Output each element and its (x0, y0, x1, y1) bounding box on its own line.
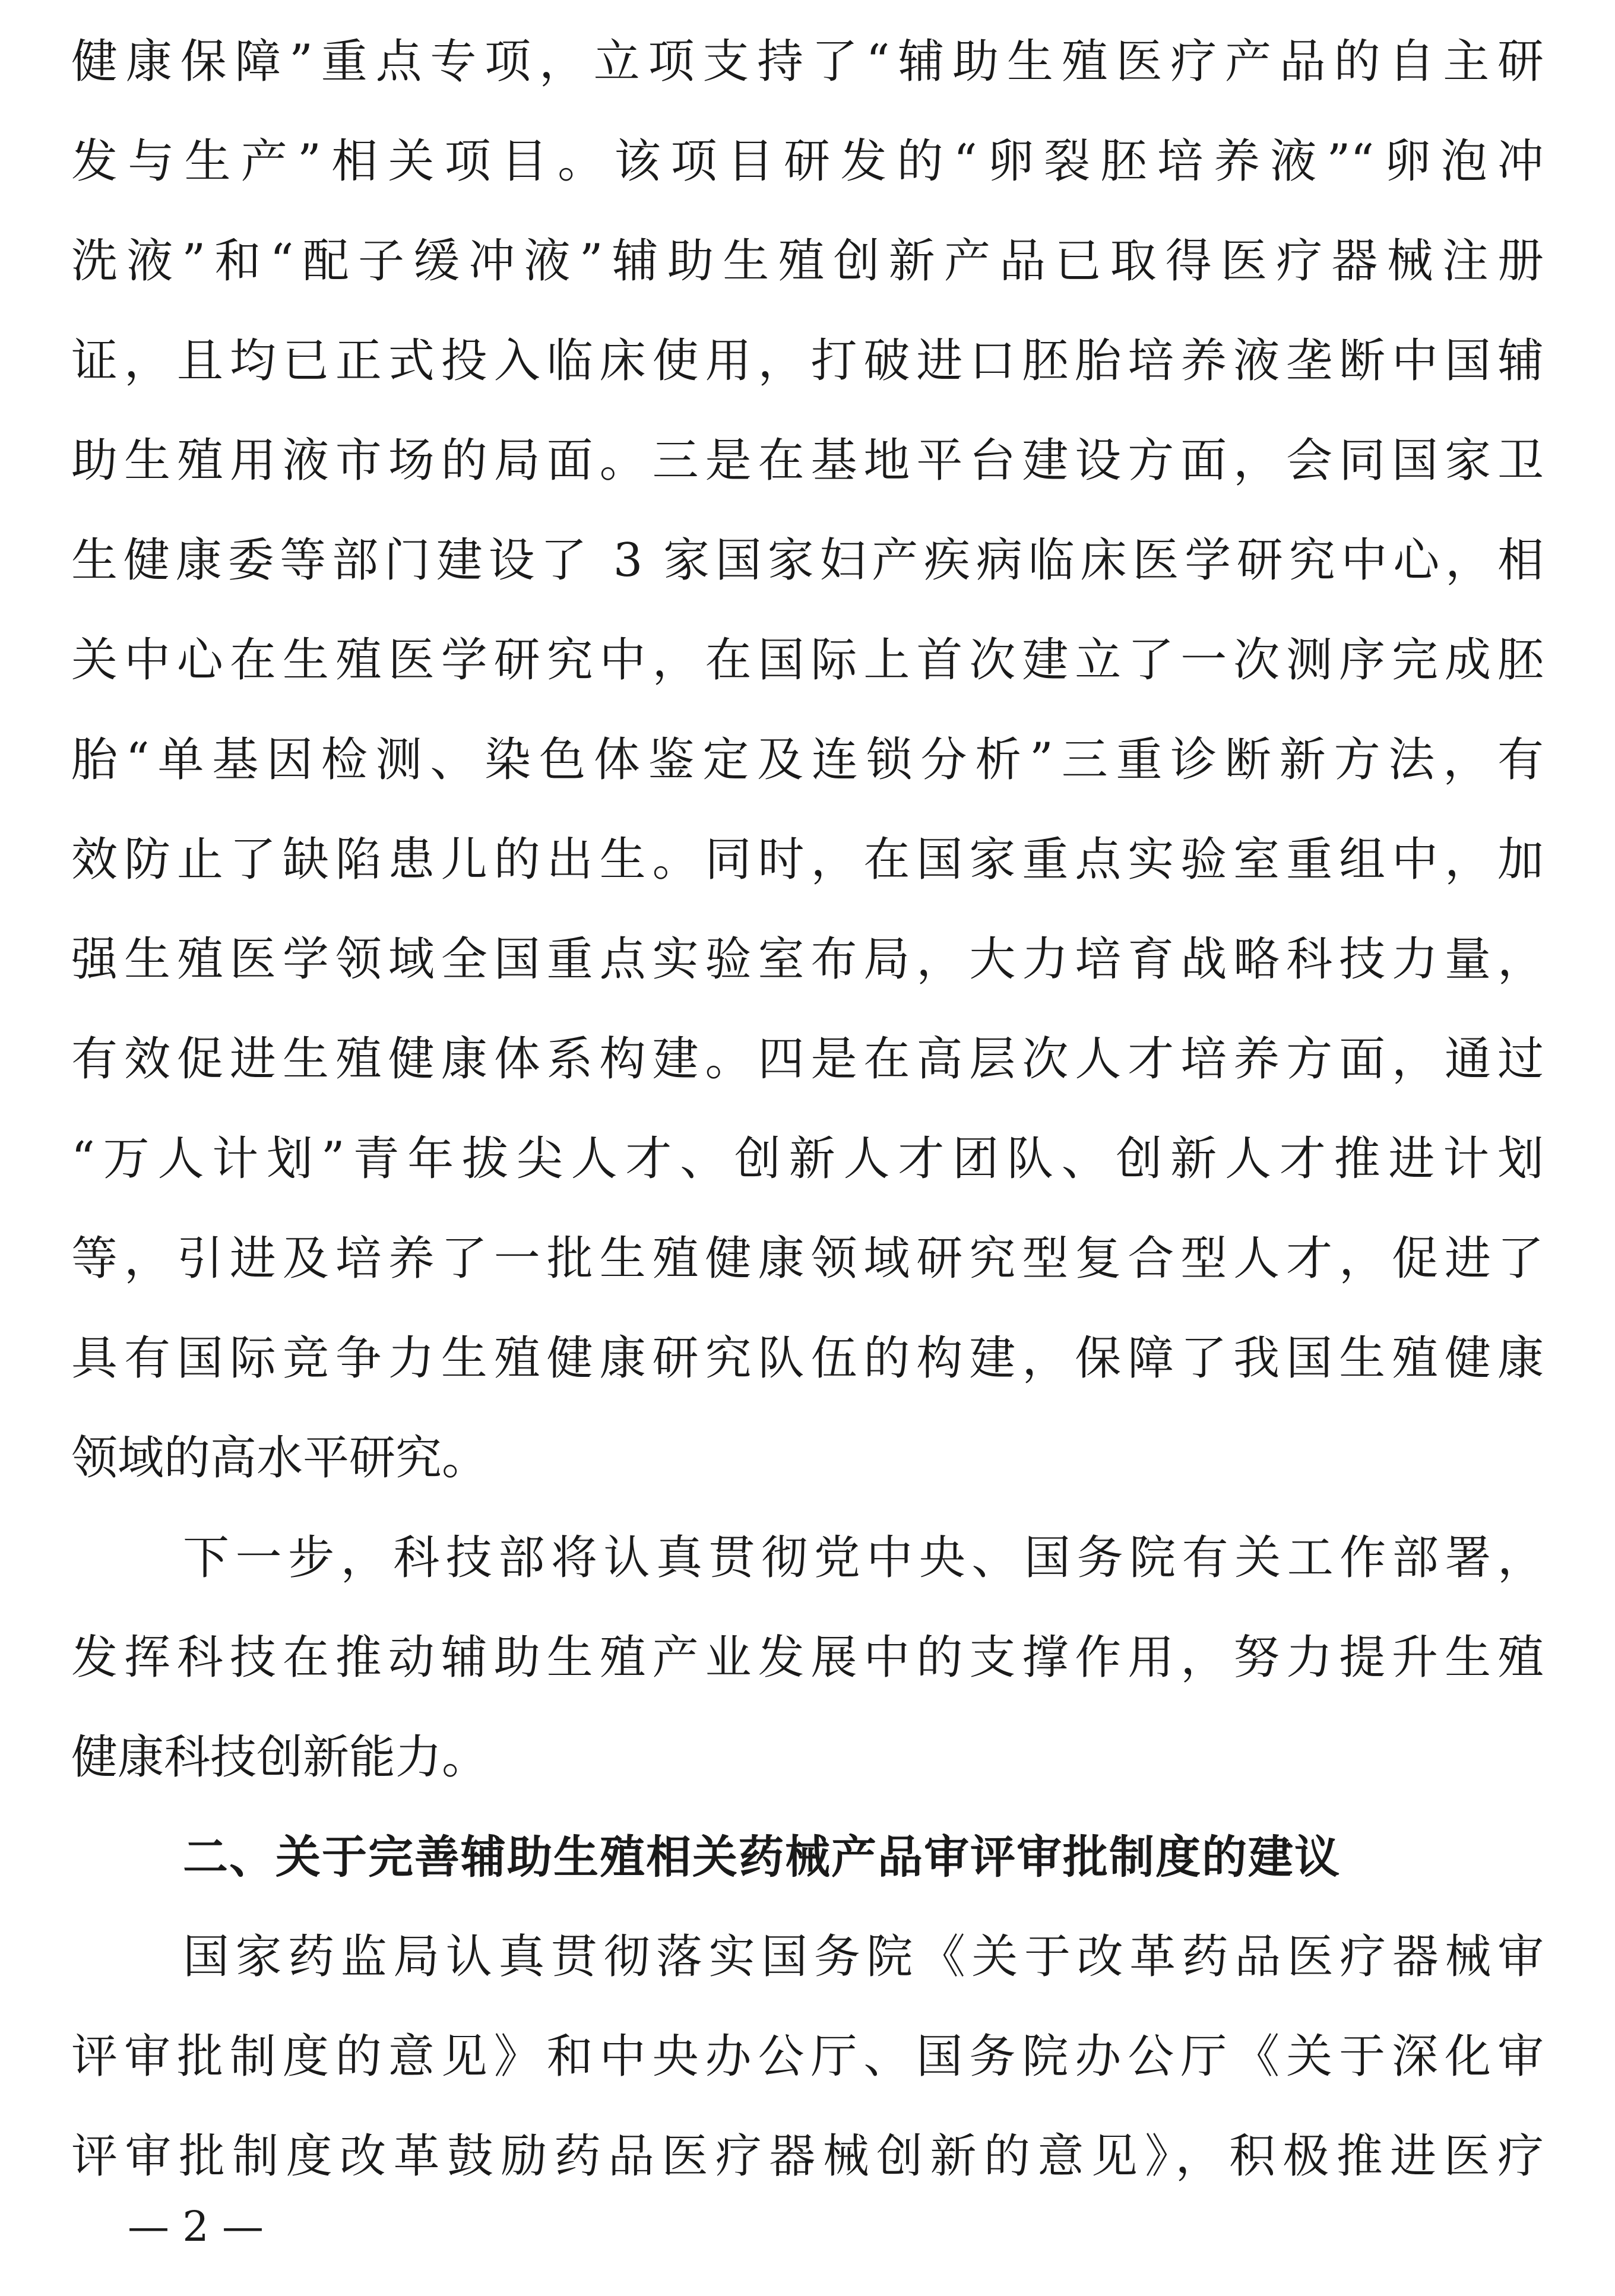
text-line: 发挥科技在推动辅助生殖产业发展中的支撑作用，努力提升生殖 (71, 1631, 1544, 1684)
document-body (71, 12, 1544, 2206)
text-line: 评审批制度的意见》和中央办公厅、国务院办公厅《关于深化审 (71, 2030, 1544, 2083)
text-line: 证，且均已正式投入临床使用，打破进口胚胎培养液垄断中国辅 (71, 334, 1544, 388)
text-line: “万人计划”青年拔尖人才、创新人才团队、创新人才推进计划 (71, 1132, 1544, 1186)
text-line: 下一步，科技部将认真贯彻党中央、国务院有关工作部署， (183, 1531, 1544, 1585)
text-line: 等，引进及培养了一批生殖健康领域研究型复合型人才，促进了 (71, 1232, 1544, 1285)
text-line: 生健康委等部门建设了 3 家国家妇产疾病临床医学研究中心，相 (71, 534, 1544, 587)
text-line: 洗液”和“配子缓冲液”辅助生殖创新产品已取得医疗器械注册 (71, 235, 1544, 288)
paragraph-3 (71, 1907, 1544, 2206)
text-line: 领域的高水平研究。 (71, 1432, 489, 1485)
text-line: 有效促进生殖健康体系构建。四是在高层次人才培养方面，通过 (71, 1033, 1544, 1086)
text-line: 效防止了缺陷患儿的出生。同时，在国家重点实验室重组中，加 (71, 833, 1544, 886)
paragraph-2 (71, 1508, 1544, 1807)
text-line: 助生殖用液市场的局面。三是在基地平台建设方面，会同国家卫 (71, 434, 1544, 487)
text-line: 健康科技创新能力。 (71, 1731, 489, 1784)
text-line: 关中心在生殖医学研究中，在国际上首次建立了一次测序完成胚 (71, 634, 1544, 687)
text-line: 胎“单基因检测、染色体鉴定及连锁分析”三重诊断新方法，有 (71, 733, 1544, 787)
text-line: 强生殖医学领域全国重点实验室布局，大力培育战略科技力量， (71, 933, 1544, 986)
text-line: 国家药监局认真贯彻落实国务院《关于改革药品医疗器械审 (183, 1930, 1544, 1984)
text-line: 健康保障”重点专项，立项支持了“辅助生殖医疗产品的自主研 (71, 35, 1544, 88)
section-heading: 二、关于完善辅助生殖相关药械产品审评审批制度的建议 (183, 1831, 1341, 1883)
text-line: 评审批制度改革鼓励药品医疗器械创新的意见》，积极推进医疗 (71, 2130, 1544, 2183)
text-line: 具有国际竞争力生殖健康研究队伍的构建，保障了我国生殖健康 (71, 1332, 1544, 1385)
text-line: 发与生产”相关项目。该项目研发的“卵裂胚培养液”“卵泡冲 (71, 135, 1544, 188)
paragraph-1 (71, 12, 1544, 1508)
page-number: — 2 — (128, 2202, 264, 2251)
